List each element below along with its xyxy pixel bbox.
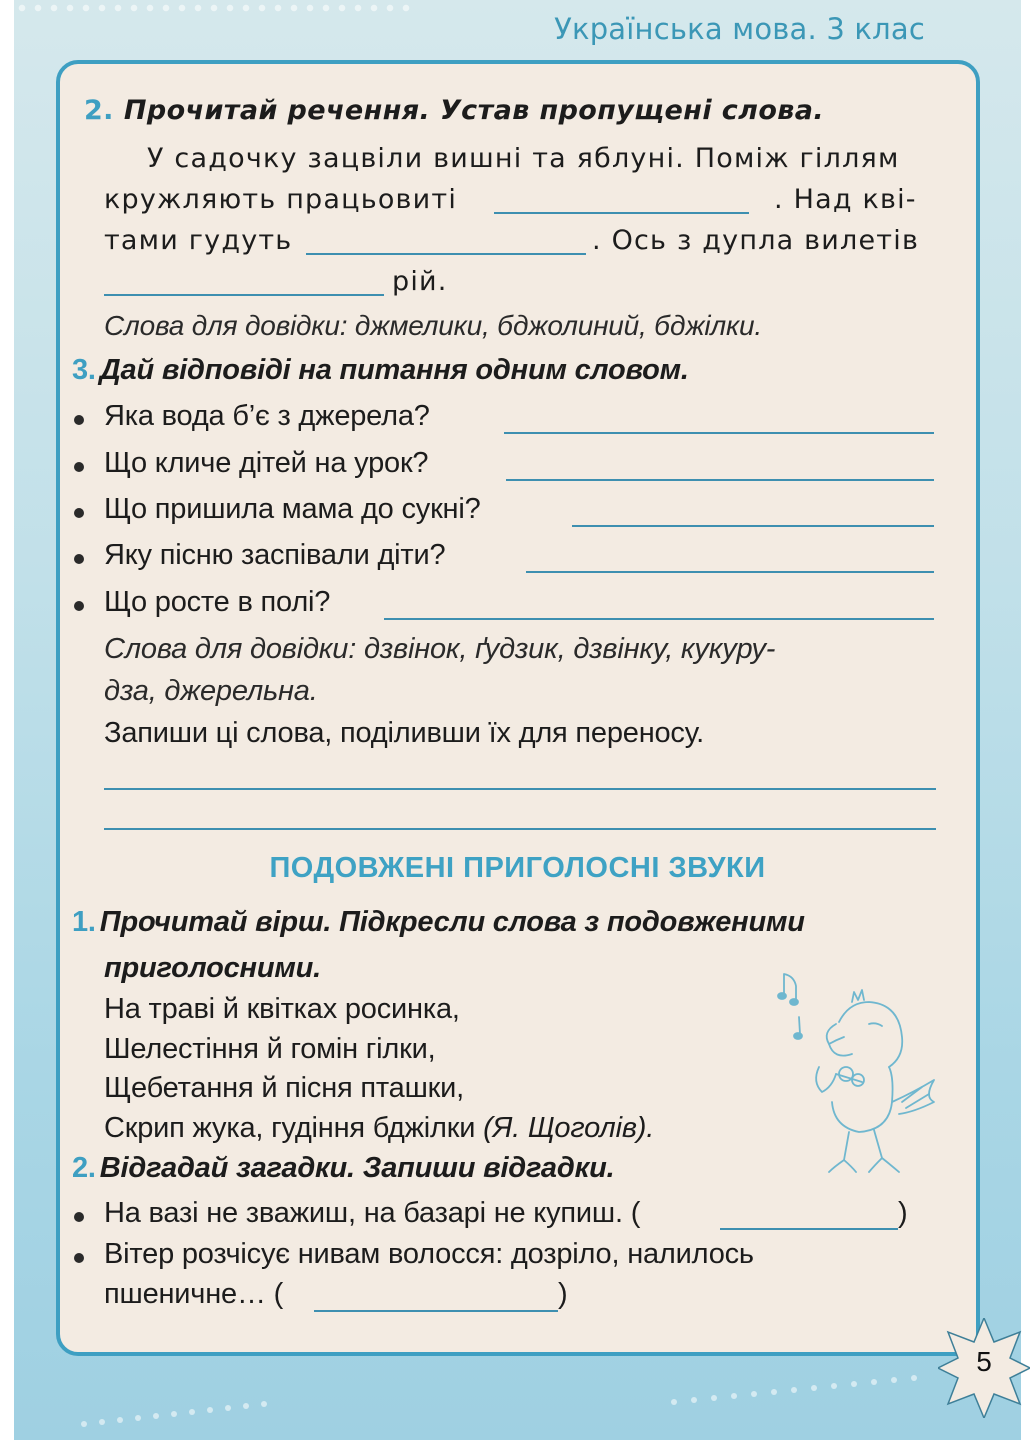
singing-bird-illustration	[774, 962, 944, 1182]
question: Яку пісню заспівали діти?	[104, 539, 446, 571]
poem-line: На траві й квітках росинка,	[104, 993, 460, 1025]
text-line: . Ось з дупла вилетів	[592, 225, 920, 256]
answer-blank[interactable]	[720, 1228, 898, 1230]
decorative-dots-bottom	[74, 1370, 934, 1430]
task-number: 2.	[72, 1152, 96, 1184]
hint-words: Слова для довідки: дзвінок, ґудзик, дзвінку, кукуру-	[104, 633, 776, 665]
close-paren: )	[558, 1278, 568, 1310]
bullet-icon	[74, 601, 84, 611]
answer-blank[interactable]	[572, 525, 934, 527]
task-number: 3.	[72, 354, 96, 386]
bullet-icon	[74, 1253, 84, 1263]
section-task-1-title: 1. Прочитай вірш. Підкресли слова з подовженими	[72, 906, 805, 938]
task-2-title: 2. Прочитай речення. Устав пропущені слова.	[84, 95, 825, 126]
bullet-icon	[74, 415, 84, 425]
poem-line: Щебетання й пісня пташки,	[104, 1072, 464, 1104]
answer-blank[interactable]	[494, 212, 749, 214]
text-line: рій.	[392, 266, 448, 297]
close-paren: )	[898, 1197, 908, 1229]
answer-blank[interactable]	[314, 1310, 558, 1312]
decorative-dots-top	[14, 2, 414, 14]
answer-blank[interactable]	[306, 253, 586, 255]
section-heading: ПОДОВЖЕНІ ПРИГОЛОСНІ ЗВУКИ	[269, 852, 766, 884]
hint-words: дза, джерельна.	[104, 675, 318, 707]
answer-blank[interactable]	[504, 432, 934, 434]
answer-line[interactable]	[104, 828, 936, 830]
answer-blank[interactable]	[104, 294, 384, 296]
section-task-1-title-cont: приголосними.	[104, 952, 321, 984]
task-number: 2.	[84, 95, 114, 126]
question: Що росте в полі?	[104, 586, 331, 618]
answer-blank[interactable]	[506, 479, 934, 481]
hint-words: Слова для довідки: джмелики, бджолиний, бджілки.	[104, 310, 762, 341]
bullet-icon	[74, 554, 84, 564]
poem-line: Шелестіння й гомін гілки,	[104, 1033, 436, 1065]
text-line: кружляють працьовиті	[104, 184, 458, 215]
poem-author: (Я. Щоголів).	[483, 1112, 655, 1144]
instruction: Запиши ці слова, поділивши їх для переносу.	[104, 717, 704, 749]
section-task-2-title: 2. Відгадай загадки. Запиши відгадки.	[72, 1152, 615, 1184]
question: Що кличе дітей на урок?	[104, 447, 429, 479]
poem-line: Скрип жука, гудіння бджілки (Я. Щоголів).	[104, 1112, 655, 1144]
question: Що пришила мама до сукні?	[104, 493, 481, 525]
answer-blank[interactable]	[526, 571, 934, 573]
riddle: пшеничне… (	[104, 1278, 284, 1310]
task-3-title: 3. Дай відповіді на питання одним словом.	[72, 354, 689, 386]
book-page	[14, 0, 1021, 1440]
page-number: 5	[976, 1346, 992, 1377]
text-line: тами гудуть	[104, 225, 293, 256]
bullet-icon	[74, 462, 84, 472]
text-line: У садочку зацвіли вишні та яблуні. Поміж гіллям	[147, 143, 900, 174]
bullet-icon	[74, 508, 84, 518]
task-number: 1.	[72, 906, 96, 938]
answer-blank[interactable]	[384, 618, 934, 620]
riddle: На вазі не зважиш, на базарі не купиш. (	[104, 1197, 641, 1229]
answer-line[interactable]	[104, 788, 936, 790]
running-head: Українська мова. 3 клас	[554, 12, 925, 46]
text-line: . Над кві-	[774, 184, 917, 215]
riddle: Вітер розчісує нивам волосся: дозріло, налилось	[104, 1238, 754, 1270]
question: Яка вода б’є з джерела?	[104, 400, 430, 432]
bullet-icon	[74, 1212, 84, 1222]
